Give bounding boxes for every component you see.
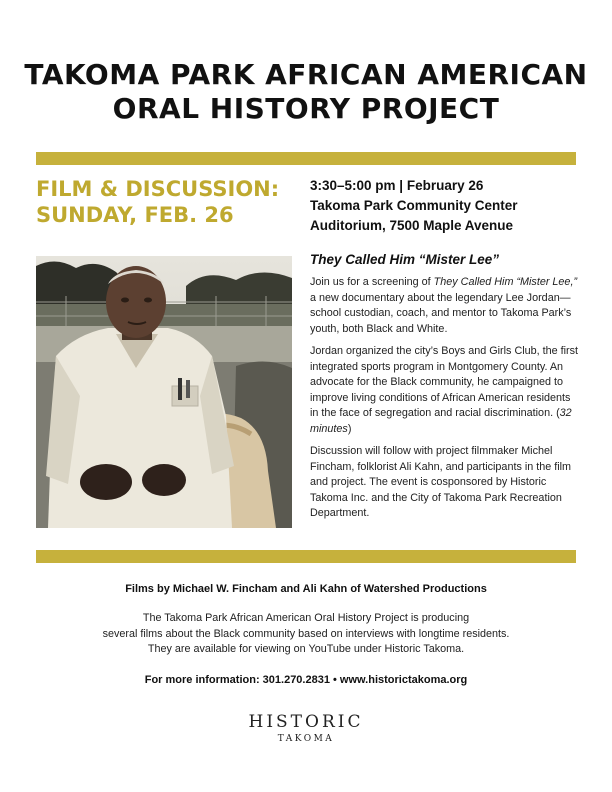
p2-runtime: 32 minutes <box>310 407 572 435</box>
p1-film-name: They Called Him “Mister Lee,” <box>433 276 578 288</box>
logo-line-2: TAKOMA <box>277 734 335 744</box>
desc-line-3: They are available for viewing on YouTube under Historic Takoma. <box>147 643 465 655</box>
p1-text-b: a new documentary about the legendary Lee Jordan—school custodian, coach, and mentor to Takoma Park’s youth, both Black and White. <box>310 291 572 335</box>
film-paragraph-1 <box>310 275 580 337</box>
film-title: They Called Him “Mister Lee” <box>310 252 500 267</box>
p2-text-b: ) <box>347 422 352 435</box>
film-credit: Films by Michael W. Fincham and Ali Kahn of Watershed Productions <box>125 583 487 595</box>
title-line-2: ORAL HISTORY PROJECT <box>112 92 500 125</box>
logo-line-1: HISTORIC <box>248 712 364 732</box>
heading-line-1: FILM & DISCUSSION: <box>36 177 280 201</box>
contact-info: For more information: 301.270.2831 • www.historictakoma.org <box>144 674 468 686</box>
event-venue-line-2: Auditorium, 7500 Maple Avenue <box>310 218 514 233</box>
lee-jordan-photo <box>36 256 292 528</box>
top-divider <box>36 152 576 165</box>
p2-text-a: Jordan organized the city’s Boys and Girls Club, the first integrated sports program in Montgomery County. An advocate for the Black community, he campaigned to improve living conditions of African American residents in the face of segregation and racial discrimination. ( <box>310 345 579 419</box>
event-info <box>310 176 576 236</box>
event-time-date: 3:30–5:00 pm | February 26 <box>310 178 484 193</box>
desc-line-1: The Takoma Park African American Oral History Project is producing <box>142 612 470 624</box>
film-paragraph-3: Discussion will follow with project filmmaker Michel Fincham, folklorist Ali Kahn, and participants in the film and project. The event is cosponsored by Historic Takoma Inc. and the City of Takoma Park Recreation Department. <box>310 445 572 519</box>
film-paragraph-2 <box>310 344 580 437</box>
p1-text-a: Join us for a screening of <box>310 276 434 288</box>
event-venue-line-1: Takoma Park Community Center <box>310 198 518 213</box>
project-description <box>0 611 612 658</box>
historic-takoma-logo <box>0 712 612 746</box>
film-description <box>310 251 580 529</box>
film-discussion-heading <box>36 176 308 228</box>
heading-line-2: SUNDAY, FEB. 26 <box>36 203 234 227</box>
desc-line-2: several films about the Black community based on interviews with longtime residents. <box>102 627 510 640</box>
title-line-1: TAKOMA PARK AFRICAN AMERICAN <box>24 58 588 91</box>
page-title <box>0 58 612 126</box>
bottom-divider <box>36 550 576 563</box>
